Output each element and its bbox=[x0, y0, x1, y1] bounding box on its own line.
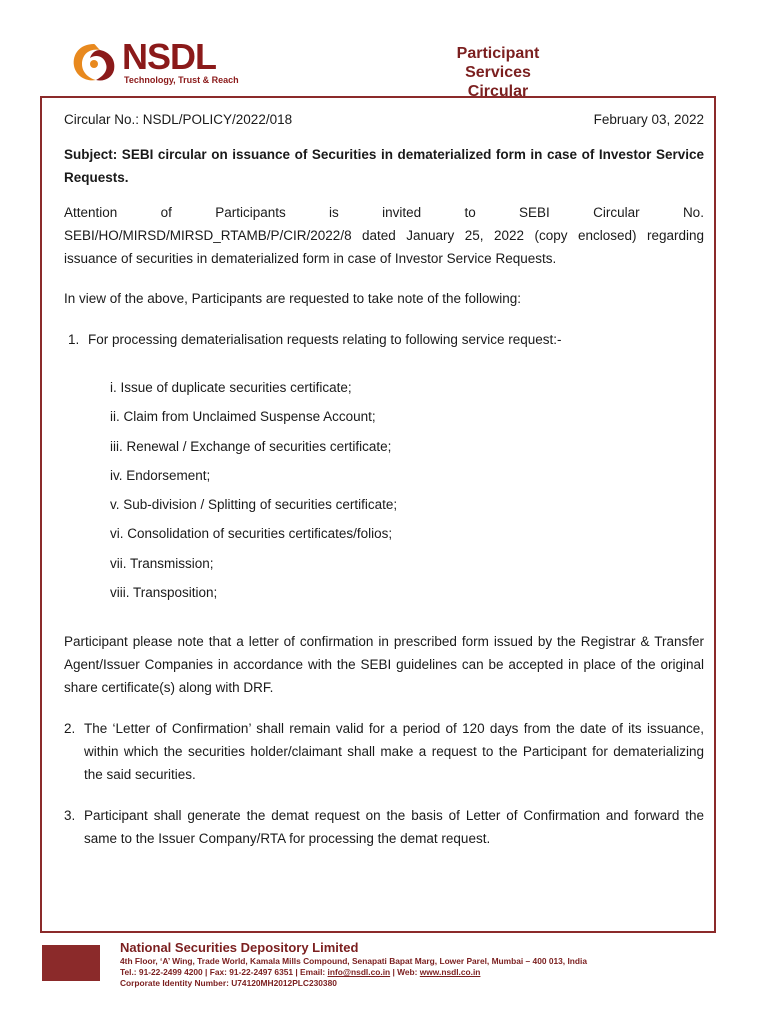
attention-rest: SEBI/HO/MIRSD/MIRSD_RTAMB/P/CIR/2022/8 dated January 25, 2022 (copy enclosed) regarding issuance of securities in dematerialized form in case of Investor Service Requests. bbox=[64, 228, 704, 266]
word: Participants bbox=[215, 205, 286, 220]
list-item: ii. Claim from Unclaimed Suspense Account; bbox=[110, 409, 376, 425]
footer-address: 4th Floor, ‘A’ Wing, Trade World, Kamala Mills Compound, Senapati Bapat Marg, Lower Parel, Mumbai – 400 013, India bbox=[120, 956, 588, 966]
circular-subject: Subject: SEBI circular on issuance of Securities in dematerialized form in case of Investor Service Requests. bbox=[64, 147, 704, 185]
service-request-list bbox=[64, 373, 704, 607]
paragraph-attention bbox=[64, 201, 704, 270]
circular-meta bbox=[64, 108, 704, 131]
nsdl-logo bbox=[70, 38, 240, 90]
list-item: vii. Transmission; bbox=[110, 555, 214, 571]
list-item: iii. Renewal / Exchange of securities certificate; bbox=[110, 438, 392, 454]
website-link[interactable]: www.nsdl.co.in bbox=[419, 967, 481, 977]
footer-org-name: National Securities Depository Limited bbox=[120, 940, 359, 955]
word: to bbox=[464, 205, 476, 220]
list-item: v. Sub-division / Splitting of securities certificate; bbox=[110, 497, 398, 513]
word: of bbox=[160, 205, 172, 220]
email-link[interactable]: info@nsdl.co.in bbox=[327, 967, 391, 977]
page-title bbox=[428, 44, 568, 101]
list-text: Participant shall generate the demat request on the basis of Letter of Confirmation and forward the same to the Issuer Company/RTA for processing the demat request. bbox=[84, 808, 704, 847]
word: invited bbox=[382, 205, 422, 220]
web-prefix: | Web: bbox=[390, 967, 420, 977]
list-item-3 bbox=[64, 804, 704, 850]
logo-wordmark: NSDL bbox=[122, 36, 216, 77]
paragraph-view: In view of the above, Participants are requested to take note of the following: bbox=[64, 291, 522, 306]
paragraph-confirmation: Participant please note that a letter of confirmation in prescribed form issued by the Registrar & Transfer Agent/Issuer Companies in accordance with the SEBI guidelines can be accepted in place of the original share certificate(s) along with DRF. bbox=[64, 634, 704, 696]
list-item: i. Issue of duplicate securities certificate; bbox=[110, 380, 352, 395]
title-line-1: Participant Services bbox=[456, 45, 540, 81]
title-line-2: Circular bbox=[467, 83, 529, 100]
list-item: vi. Consolidation of securities certificates/folios; bbox=[110, 526, 393, 542]
list-text: The ‘Letter of Confirmation’ shall remain valid for a period of 120 days from the date of its issuance, within which the securities holder/claimant shall make a request to the Participant for dematerializing the said securities. bbox=[84, 721, 704, 783]
word: is bbox=[329, 205, 339, 220]
circular-number: Circular No.: NSDL/POLICY/2022/018 bbox=[64, 112, 293, 127]
footer-cin: Corporate Identity Number: U74120MH2012PLC230380 bbox=[120, 978, 337, 988]
contact-prefix: Tel.: 91-22-2499 4200 | Fax: 91-22-2497 6351 | Email: bbox=[120, 967, 328, 977]
footer-color-block bbox=[42, 945, 100, 981]
logo-tagline: Technology, Trust & Reach bbox=[124, 75, 239, 85]
footer bbox=[120, 939, 587, 989]
word: No. bbox=[682, 205, 704, 220]
list-number: 3. bbox=[64, 808, 76, 824]
nsdl-emblem-icon bbox=[70, 40, 118, 84]
word: Attention bbox=[64, 205, 118, 220]
circular-body bbox=[64, 108, 704, 850]
list-item-1 bbox=[64, 328, 704, 351]
circular-date: February 03, 2022 bbox=[593, 112, 704, 127]
list-text: For processing dematerialisation requests relating to following service request:- bbox=[88, 332, 562, 347]
list-item: viii. Transposition; bbox=[110, 585, 218, 601]
footer-contact bbox=[120, 967, 587, 978]
attention-first-line bbox=[64, 201, 704, 224]
word: SEBI bbox=[519, 205, 550, 220]
list-item-2 bbox=[64, 717, 704, 786]
list-number: 2. bbox=[64, 721, 76, 737]
list-number: 1. bbox=[68, 332, 80, 347]
list-item: iv. Endorsement; bbox=[110, 467, 211, 483]
word: Circular bbox=[593, 205, 640, 220]
